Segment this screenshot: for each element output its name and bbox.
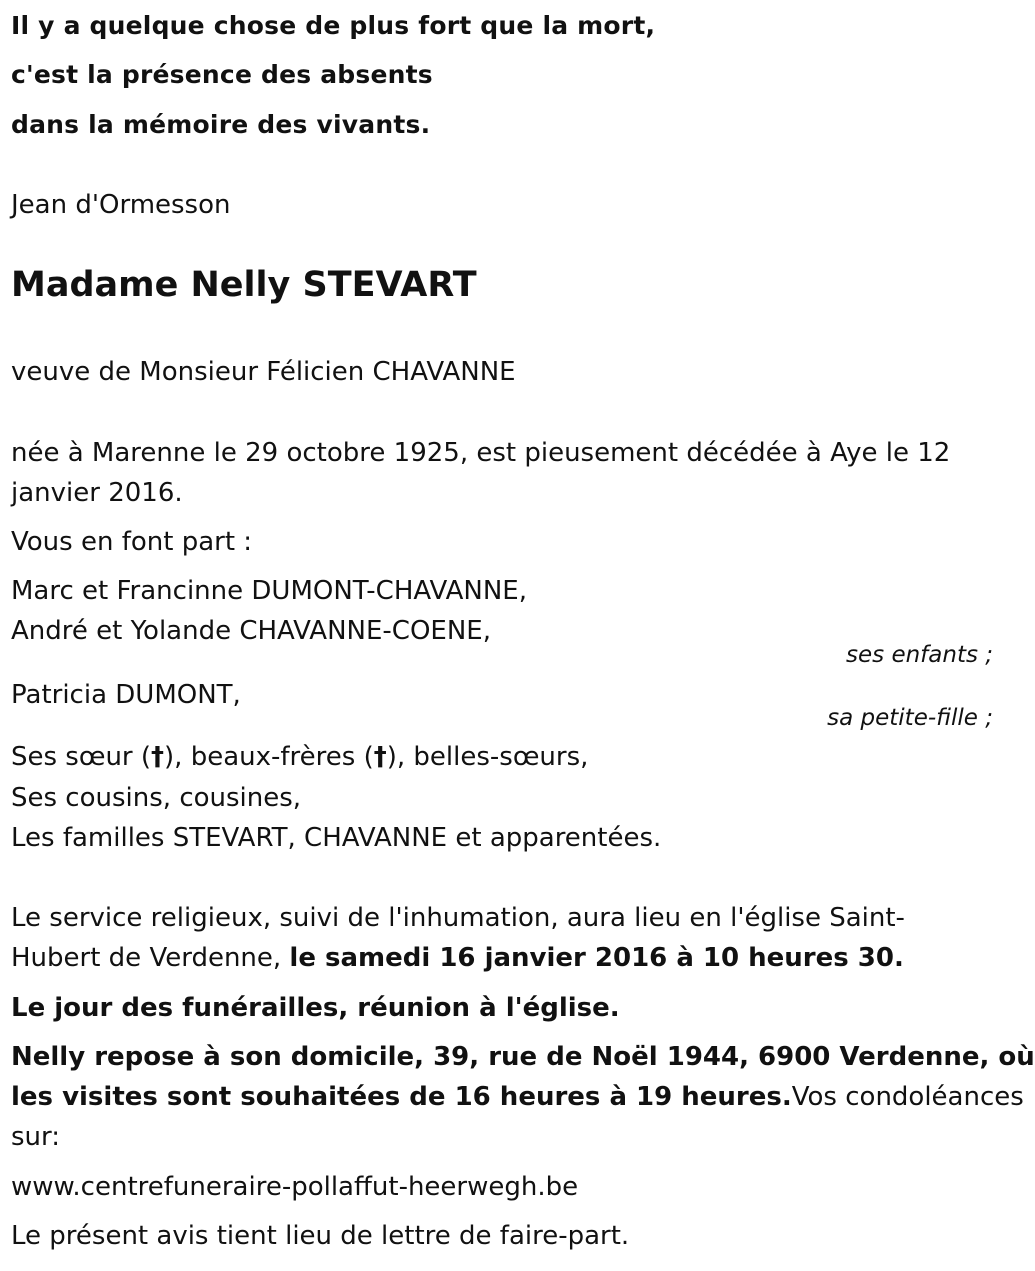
siblings-line: [11, 737, 588, 777]
birth-death-line-1: née à Marenne le 29 octobre 1925, est pieusement décédée à Aye le 12: [11, 438, 951, 468]
service-line-1: Le service religieux, suivi de l'inhumation, aura lieu en l'église Saint-: [11, 903, 905, 933]
service-location: Hubert de Verdenne,: [11, 943, 290, 973]
service-line-2: [11, 938, 904, 978]
siblings-part-3: ), belles-sœurs,: [386, 742, 589, 772]
siblings-part-1: Ses sœur (: [11, 742, 152, 772]
siblings-part-2: ), beaux-frères (: [164, 742, 374, 772]
website-link[interactable]: www.centrefuneraire-pollaffut-heerwegh.be: [11, 1172, 579, 1202]
closing-line: Le présent avis tient lieu de lettre de faire-part.: [11, 1221, 630, 1251]
cross-icon: †: [151, 742, 165, 772]
families-line: Les familles STEVART, CHAVANNE et apparentées.: [11, 823, 662, 853]
gathering-line: Le jour des funérailles, réunion à l'église.: [11, 993, 620, 1023]
service-date-time: le samedi 16 janvier 2016 à 10 heures 30.: [289, 943, 904, 973]
quote-author: Jean d'Ormesson: [11, 190, 231, 220]
visiting-hours: les visites sont souhaitées de 16 heures à 19 heures.: [11, 1082, 792, 1112]
widow-of: veuve de Monsieur Félicien CHAVANNE: [11, 357, 516, 387]
granddaughter-role: sa petite-fille ;: [827, 705, 993, 731]
children-role: ses enfants ;: [846, 642, 993, 668]
children-line-2: André et Yolande CHAVANNE-COENE,: [11, 616, 491, 646]
children-line-1: Marc et Francinne DUMONT-CHAVANNE,: [11, 576, 528, 606]
repose-line-1: Nelly repose à son domicile, 39, rue de Noël 1944, 6900 Verdenne, où: [11, 1042, 1035, 1072]
repose-line-3: sur:: [11, 1122, 61, 1152]
quote-line-3: dans la mémoire des vivants.: [11, 110, 431, 139]
birth-death-line-2: janvier 2016.: [11, 478, 183, 508]
granddaughter: Patricia DUMONT,: [11, 680, 241, 710]
condolences-intro: Vos condoléances: [791, 1082, 1024, 1112]
quote-line-1: Il y a quelque chose de plus fort que la mort,: [11, 11, 656, 40]
deceased-name: Madame Nelly STEVART: [11, 265, 477, 305]
cross-icon: †: [373, 742, 387, 772]
quote-line-2: c'est la présence des absents: [11, 60, 433, 89]
repose-line-2: [11, 1077, 1024, 1117]
announcers-intro: Vous en font part :: [11, 527, 253, 557]
cousins-line: Ses cousins, cousines,: [11, 783, 302, 813]
